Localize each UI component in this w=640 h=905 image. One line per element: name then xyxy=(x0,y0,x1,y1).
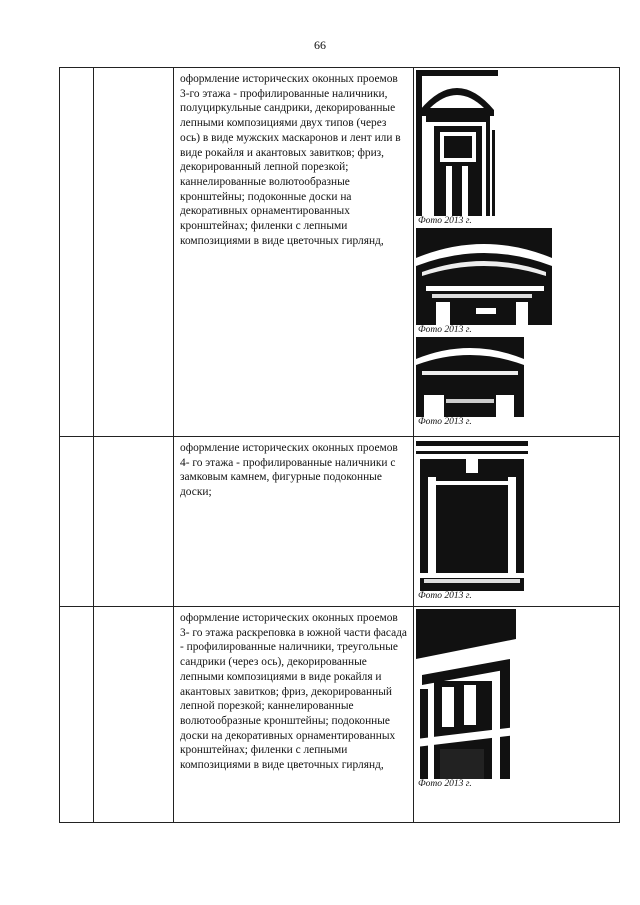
photo-caption: Фото 2013 г. xyxy=(418,216,472,226)
window-sandrik-closeup-photo xyxy=(416,228,552,325)
description-cell xyxy=(174,437,414,607)
element-cell xyxy=(94,607,174,823)
photo-cell xyxy=(414,607,620,823)
arched-window-photo xyxy=(416,70,498,216)
facade-angle-photo xyxy=(416,609,516,779)
monument-elements-table xyxy=(59,67,620,823)
number-cell xyxy=(60,68,94,437)
table-row xyxy=(60,607,620,823)
photo-caption: Фото 2013 г. xyxy=(418,591,472,601)
number-cell xyxy=(60,437,94,607)
description-cell xyxy=(174,607,414,823)
photo-cell xyxy=(414,437,620,607)
element-cell xyxy=(94,68,174,437)
description-text: оформление исторических оконных проемов 3-го этажа - профилированные наличники, полуциркульные сандрики, декорированные лепными композициями двух типов (через ось) в виде мужских маскаронов и лент или в виде рокайля и акантовых завитков; фриз, декорированный лепной порезкой; каннелированные волютообразные кронштейны; подоконные доски на декоративных орнаментированных кронштейнах; филенки с лепными композициями в виде цветочных гирлянд, xyxy=(180,73,401,247)
window-sandrik-detail-photo xyxy=(416,337,524,417)
number-cell xyxy=(60,607,94,823)
table-row xyxy=(60,68,620,437)
element-cell xyxy=(94,437,174,607)
photo-cell xyxy=(414,68,620,437)
photo-caption: Фото 2013 г. xyxy=(418,325,472,335)
photo-caption: Фото 2013 г. xyxy=(418,779,472,789)
photo-caption: Фото 2013 г. xyxy=(418,417,472,427)
description-text: оформление исторических оконных проемов 3- го этажа раскреповка в южной части фасада - профилированные наличники, треугольные сандрики (через ось), декорированные лепными композициями в виде рокайля и акантовых завитков; фриз, декорированный лепной порезкой; каннелированные волютообразные кронштейны; подоконные доски на декоративных орнаментированных кронштейнах; филенки с лепными композициями в виде цветочных гирлянд, xyxy=(180,612,407,772)
page-number: 66 xyxy=(314,38,326,52)
table-row xyxy=(60,437,620,607)
keystone-window-photo xyxy=(416,439,528,591)
description-text: оформление исторических оконных проемов 4- го этажа - профилированные наличники с замковым камнем, фигурные подоконные доски; xyxy=(180,442,398,499)
description-cell xyxy=(174,68,414,437)
